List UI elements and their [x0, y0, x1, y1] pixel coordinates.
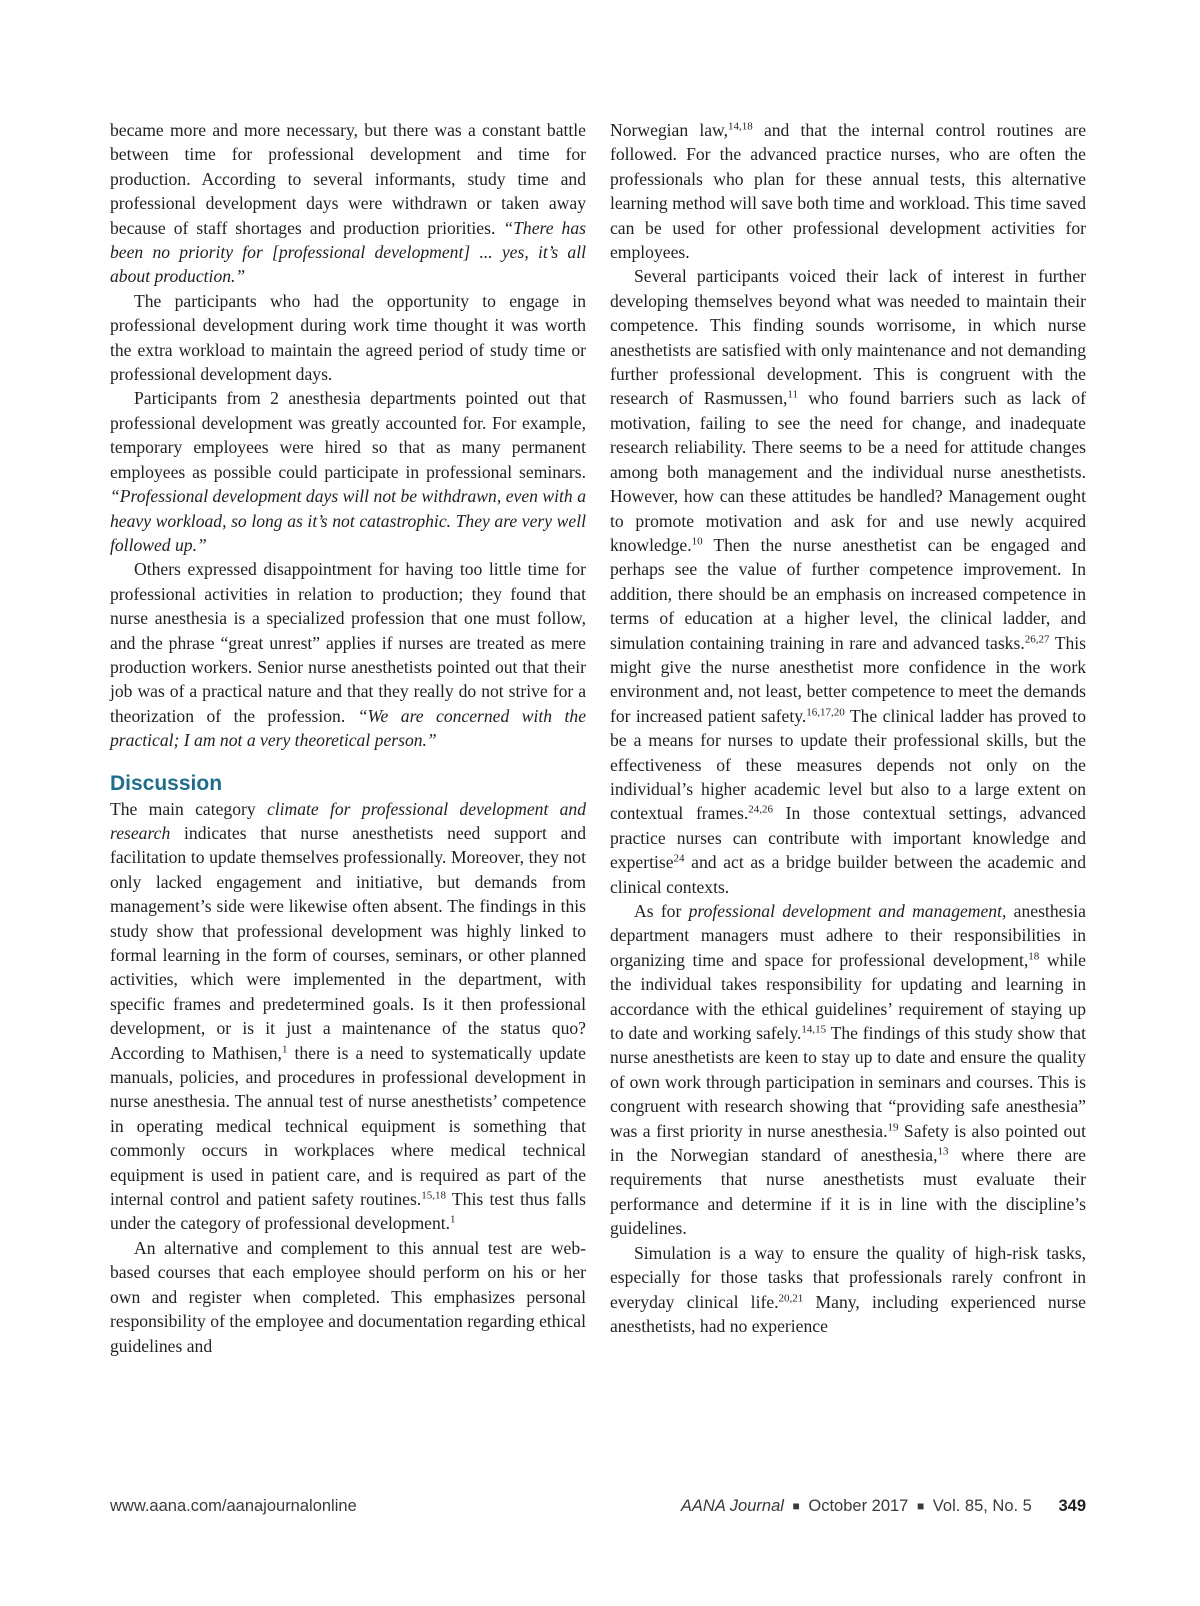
paragraph: The main category climate for professional development and research indicates that nurse anesthetists need support and facilitation to update themselves professionally. Moreover, they not only lacked engagement and initiative, but demands from management’s side were likewise often absent. The findings in this study show that professional development was highly linked to formal learning in the form of courses, seminars, or other planned activities, which were implemented in the department, with specific frames and predetermined goals. Is it then professional development, or is it just a maintenance of the status quo? According to Mathisen,$^1$ there is a need to systematically update manuals, policies, and procedures in professional development in nurse anesthesia. The annual test of nurse anesthetists’ competence in operating medical technical equipment is something that commonly occurs in workplaces where medical technical equipment is used in patient care, and is required as part of the internal control and patient safety routines.$^{15,18}$ This test thus falls under the category of professional development.$^1$ [110, 798, 586, 1234]
section-heading: Discussion [110, 771, 223, 795]
citation: 13 [937, 1145, 949, 1158]
journal-citation [681, 1497, 1086, 1516]
right-column [610, 118, 1086, 1338]
citation: 1 [450, 1213, 456, 1226]
square-separator-icon: ■ [916, 1499, 925, 1513]
journal-name: AANA Journal [680, 1497, 784, 1515]
quote: “There has been no priority for [professional development] ... yes, it’s all about production.” [110, 217, 586, 287]
volume-issue: Vol. 85, No. 5 [932, 1497, 1032, 1515]
left-column [110, 118, 586, 1358]
paragraph: Several participants voiced their lack of interest in further developing themselves beyond what was needed to maintain their competence. This finding sounds worrisome, in which nurse anesthetists are satisfied with only maintenance and not demanding further professional development. This is congruent with the research of Rasmussen,$^{11}$ who found barriers such as lack of motivation, failing to see the need for change, and inadequate research reliability. There seems to be a need for attitude changes among both management and the individual nurse anesthetists. However, how can these attitudes be handled? Management ought to promote motivation and ask for and use newly acquired knowledge.$^{10}$ Then the nurse anesthetist can be engaged and perhaps see the value of further competence improvement. In addition, there should be an emphasis on increased competence in terms of education at a higher level, the clinical ladder, and simulation containing training in rare and advanced tasks.$^{26,27}$ This might give the nurse anesthetist more confidence in the work environment and, not least, better competence to meet the demands for increased patient safety.$^{16,17,20}$ The clinical ladder has proved to be a means for nurses to update their professional skills, but the effectiveness of these measures depends not only on the individual’s higher academic level but also to a large extent on contextual frames.$^{24,26}$ In those contextual settings, advanced practice nurses can contribute with important knowledge and expertise$^{24}$ and act as a bridge builder between the academic and clinical contexts. [610, 266, 1087, 897]
citation: 20,21 [778, 1291, 804, 1304]
paragraph: Others expressed disappointment for having too little time for professional activities in relation to production; they found that nurse anesthesia is a specialized profession that one must follow, and the phrase “great unrest” applies if nurses are treated as mere production workers. Senior nurse anesthetists pointed out that their job was of a practical nature and that they really do not strive for a theorization of the profession. “We are concerned with the practical; I am not a very theoretical person.” [110, 559, 586, 751]
citation: 18 [1028, 950, 1040, 963]
citation: 19 [887, 1121, 899, 1134]
citation: 10 [691, 535, 703, 548]
citation: 24,26 [748, 803, 773, 816]
citation: 1 [281, 1043, 288, 1056]
quote: “We are concerned with the practical; I am not a very theoretical person.” [110, 705, 586, 751]
paragraph: As for professional development and management, anesthesia department managers must adhere to their responsibilities in organizing time and space for professional development,$^{18}$ while the individual takes responsibility for updating and learning in accordance with the ethical guidelines’ requirement of staying up to date and working safely.$^{14,15}$ The findings of this study show that nurse anesthetists are keen to stay up to date and ensure the quality of own work through participation in seminars and courses. This is congruent with research showing that “providing safe anesthesia” was a first priority in nurse anesthesia.$^{19}$ Safety is also pointed out in the Norwegian standard of anesthesia,$^{13}$ where there are requirements that nurse anesthetists must evaluate their performance and determine if it is in line with the discipline’s guidelines. [610, 901, 1086, 1239]
citation: 14,18 [728, 120, 753, 133]
citation: 15,18 [421, 1189, 446, 1202]
paragraph: The participants who had the opportunity to engage in professional development during work time thought it was worth the extra workload to maintain the agreed period of study time or professional development days. [110, 290, 586, 385]
citation: 16,17,20 [806, 706, 845, 719]
paragraph: Participants from 2 anesthesia departments pointed out that professional development was greatly accounted for. For example, temporary employees were hired so that as many permanent employees as possible could participate in professional seminars. “Professional development days will not be withdrawn, even with a heavy workload, so long as it’s not catastrophic. They are very well followed up.” [110, 388, 586, 555]
issue-date: October 2017 [808, 1497, 909, 1515]
paragraph: Simulation is a way to ensure the quality of high-risk tasks, especially for those tasks that professionals rarely confront in everyday clinical life.$^{20,21}$ Many, including experienced nurse anesthetists, had no experience [610, 1242, 1086, 1336]
paragraph: An alternative and complement to this annual test are web-based courses that each employee should perform on his or her own and register when completed. This emphasizes personal responsibility of the employee and documentation regarding ethical guidelines and [110, 1237, 586, 1356]
paragraph: Norwegian law,$^{14,18}$ and that the internal control routines are followed. For the advanced practice nurses, who are often the professionals who plan for these annual tests, this alternative learning method will save both time and workload. This time saved can be used for other professional development activities for employees. [610, 120, 1087, 263]
citation: 26,27 [1024, 632, 1050, 645]
paragraph: became more and more necessary, but there was a constant battle between time for professional development and time for production. According to several informants, study time and professional development days were withdrawn or taken away because of staff shortages and production priorities. “There has been no priority for [professional development] ... yes, it’s all about production.” [110, 120, 586, 287]
page-number: 349 [1058, 1497, 1086, 1515]
square-separator-icon: ■ [792, 1499, 800, 1513]
quote: “Professional development days will not be withdrawn, even with a heavy workload, so long as it’s not catastrophic. They are very well followed up.” [110, 486, 586, 555]
journal-url-link[interactable]: www.aana.com/aanajournalonline [110, 1497, 357, 1515]
citation: 14,15 [801, 1023, 827, 1036]
page-footer [110, 1497, 1086, 1521]
citation: 24 [673, 852, 685, 865]
citation: 11 [787, 388, 799, 401]
